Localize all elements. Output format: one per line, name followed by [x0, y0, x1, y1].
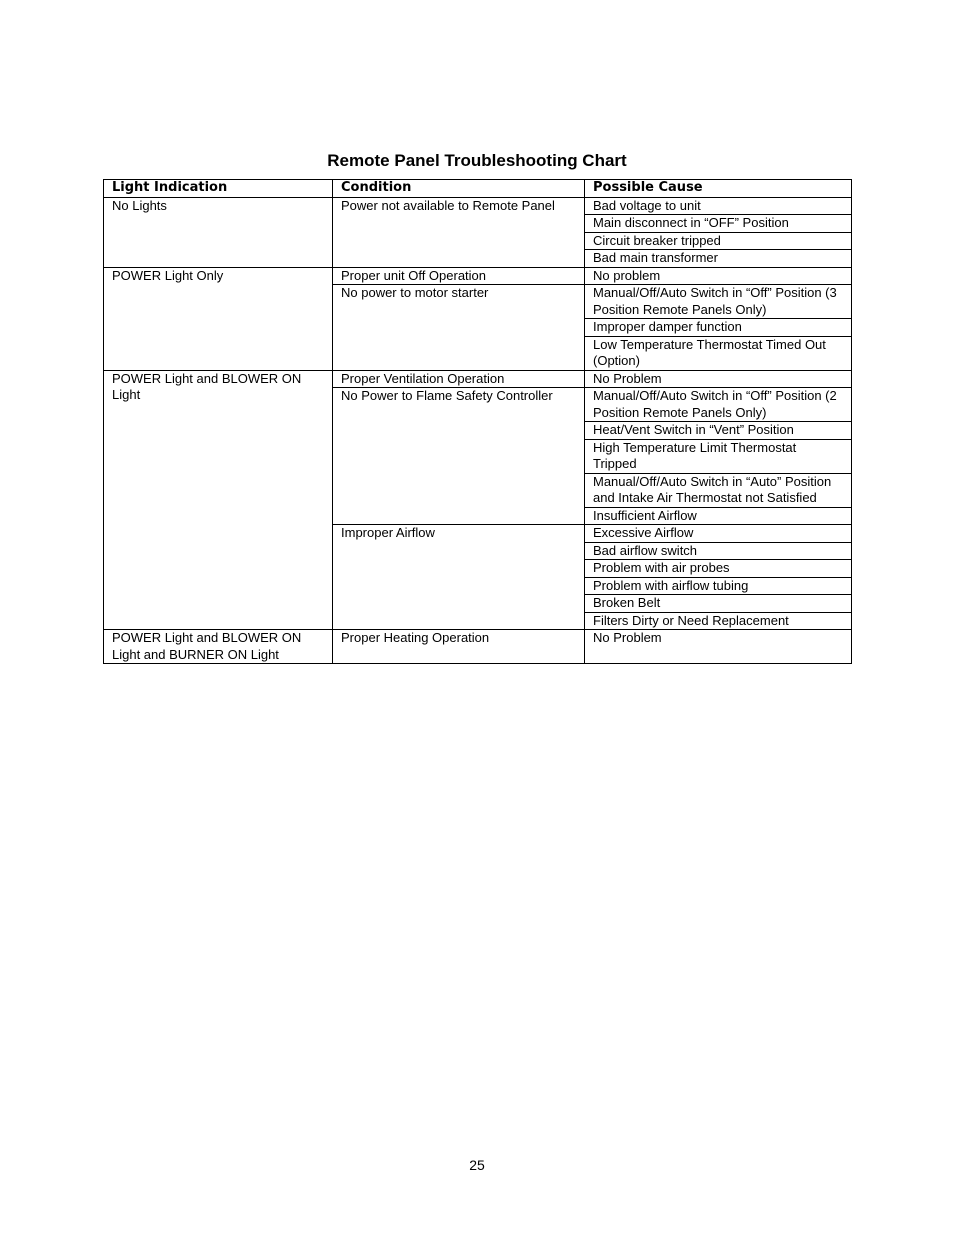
cause-cell: Circuit breaker tripped — [585, 232, 852, 250]
condition-cell: Proper Heating Operation — [333, 630, 585, 664]
chart-title: Remote Panel Troubleshooting Chart — [327, 151, 627, 170]
condition-cell: Proper unit Off Operation — [333, 267, 585, 285]
cause-cell: Problem with air probes — [585, 560, 852, 578]
header-condition: Condition — [333, 180, 585, 198]
cause-cell: No problem — [585, 267, 852, 285]
cause-cell: No Problem — [585, 630, 852, 664]
table-header-row — [104, 180, 852, 198]
cause-cell: Problem with airflow tubing — [585, 577, 852, 595]
light-indication-cell: No Lights — [104, 197, 333, 267]
cause-cell: Broken Belt — [585, 595, 852, 613]
header-possible-cause: Possible Cause — [585, 180, 852, 198]
light-indication-cell: POWER Light Only — [104, 267, 333, 370]
cause-cell: Manual/Off/Auto Switch in “Off” Position (2 Position Remote Panels Only) — [585, 388, 852, 422]
cause-cell: Excessive Airflow — [585, 525, 852, 543]
condition-cell: Power not available to Remote Panel — [333, 197, 585, 267]
cause-cell: Low Temperature Thermostat Timed Out (Option) — [585, 336, 852, 370]
table-row — [104, 267, 852, 285]
cause-cell: Manual/Off/Auto Switch in “Auto” Position and Intake Air Thermostat not Satisfied — [585, 473, 852, 507]
troubleshooting-table — [103, 179, 852, 664]
cause-cell: Bad voltage to unit — [585, 197, 852, 215]
condition-cell: Proper Ventilation Operation — [333, 370, 585, 388]
cause-cell: Improper damper function — [585, 319, 852, 337]
table-row — [104, 370, 852, 388]
light-indication-cell: POWER Light and BLOWER ON Light and BURNER ON Light — [104, 630, 333, 664]
cause-cell: Filters Dirty or Need Replacement — [585, 612, 852, 630]
condition-cell: No Power to Flame Safety Controller — [333, 388, 585, 525]
header-light-indication: Light Indication — [104, 180, 333, 198]
cause-cell: Insufficient Airflow — [585, 507, 852, 525]
light-indication-cell: POWER Light and BLOWER ON Light — [104, 370, 333, 630]
cause-cell: Bad main transformer — [585, 250, 852, 268]
cause-cell: Manual/Off/Auto Switch in “Off” Position (3 Position Remote Panels Only) — [585, 285, 852, 319]
table-row — [104, 197, 852, 215]
cause-cell: High Temperature Limit Thermostat Tripped — [585, 439, 852, 473]
page-number: 25 — [469, 1157, 485, 1173]
table-row — [104, 630, 852, 664]
condition-cell: Improper Airflow — [333, 525, 585, 630]
cause-cell: Main disconnect in “OFF” Position — [585, 215, 852, 233]
condition-cell: No power to motor starter — [333, 285, 585, 371]
cause-cell: Bad airflow switch — [585, 542, 852, 560]
cause-cell: No Problem — [585, 370, 852, 388]
cause-cell: Heat/Vent Switch in “Vent” Position — [585, 422, 852, 440]
